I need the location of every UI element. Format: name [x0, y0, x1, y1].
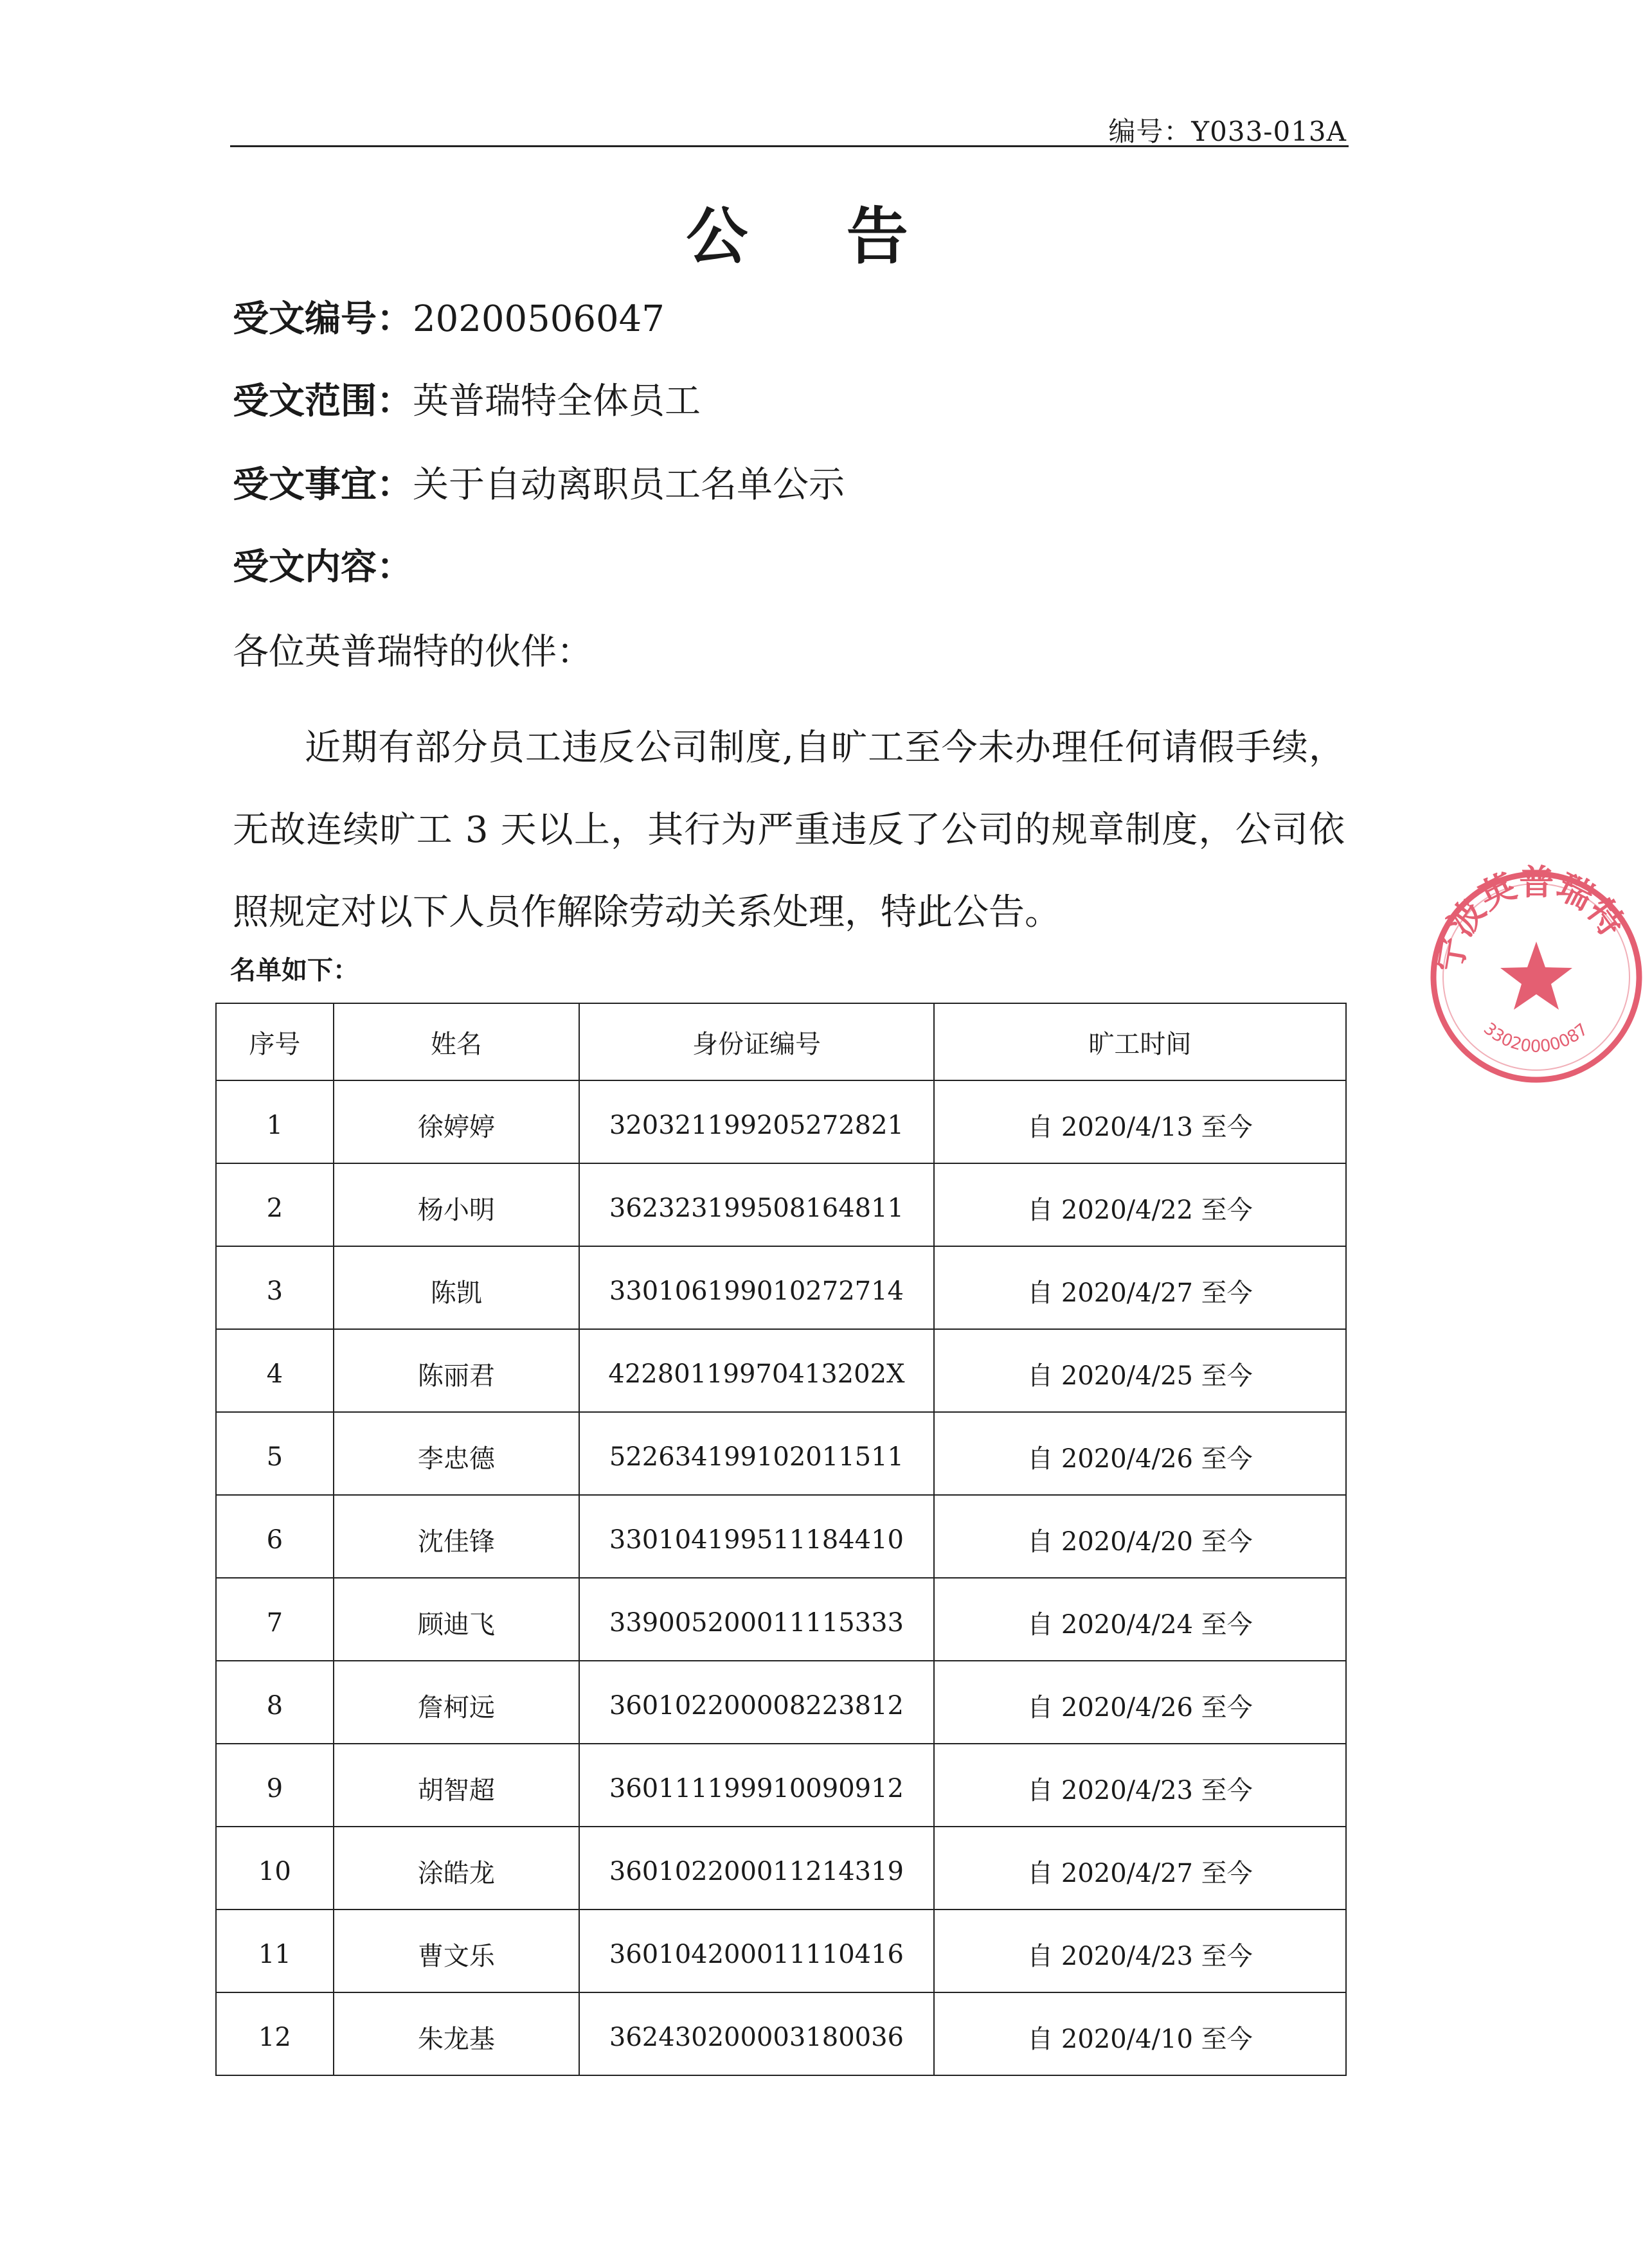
document-number: 编号：Y033-013A — [1108, 116, 1347, 147]
table-header-row — [216, 1003, 1346, 1080]
body-paragraph: 近期有部分员工违反公司制度,自旷工至今未办理任何请假手续，无故连续旷工 3 天以上，其行为严重违反了公司的规章制度，公司依照规定对以下人员作解除劳动关系处理，特此公告。 — [233, 727, 1345, 933]
field-content-label: 受文内容： — [233, 546, 413, 588]
table-row — [216, 1661, 1346, 1744]
table-row — [216, 1246, 1346, 1329]
company-seal — [1421, 861, 1652, 1093]
cell-name: 涂皓龙 — [334, 1827, 579, 1910]
table-row — [216, 1910, 1346, 1992]
cell-name: 曹文乐 — [334, 1910, 579, 1992]
header-name: 姓名 — [334, 1003, 579, 1080]
cell-name: 陈凯 — [334, 1246, 579, 1329]
cell-id-number: 522634199102011511 — [579, 1412, 934, 1495]
cell-absence-time: 自 2020/4/10 至今 — [934, 1992, 1346, 2075]
cell-id-number: 360111199910090912 — [579, 1744, 934, 1827]
cell-name: 陈丽君 — [334, 1329, 579, 1412]
cell-name: 顾迪飞 — [334, 1578, 579, 1661]
table-row — [216, 1744, 1346, 1827]
field-number-label: 受文编号： — [233, 298, 413, 340]
cell-index: 10 — [216, 1827, 334, 1910]
cell-id-number: 360104200011110416 — [579, 1910, 934, 1992]
field-scope — [233, 373, 701, 424]
seal-arc-text: 宁波英普瑞特 — [1428, 861, 1633, 975]
cell-index: 3 — [216, 1246, 334, 1329]
cell-absence-time: 自 2020/4/25 至今 — [934, 1329, 1346, 1412]
cell-name: 徐婷婷 — [334, 1080, 579, 1163]
field-number-value: 20200506047 — [413, 298, 665, 340]
cell-id-number: 330106199010272714 — [579, 1246, 934, 1329]
table-row — [216, 1412, 1346, 1495]
cell-absence-time: 自 2020/4/24 至今 — [934, 1578, 1346, 1661]
cell-index: 12 — [216, 1992, 334, 2075]
cell-index: 7 — [216, 1578, 334, 1661]
cell-name: 沈佳锋 — [334, 1495, 579, 1578]
field-matter-value: 关于自动离职员工名单公示 — [413, 464, 845, 506]
cell-id-number: 362323199508164811 — [579, 1163, 934, 1246]
header-rule — [230, 145, 1349, 147]
cell-index: 8 — [216, 1661, 334, 1744]
cell-absence-time: 自 2020/4/22 至今 — [934, 1163, 1346, 1246]
table-row — [216, 1080, 1346, 1163]
header-absence-time: 旷工时间 — [934, 1003, 1346, 1080]
cell-index: 4 — [216, 1329, 334, 1412]
table-row — [216, 1578, 1346, 1661]
cell-absence-time: 自 2020/4/13 至今 — [934, 1080, 1346, 1163]
cell-index: 2 — [216, 1163, 334, 1246]
table-row — [216, 1495, 1346, 1578]
cell-id-number: 362430200003180036 — [579, 1992, 934, 2075]
field-content — [233, 539, 413, 590]
cell-index: 6 — [216, 1495, 334, 1578]
cell-id-number: 360102200011214319 — [579, 1827, 934, 1910]
cell-absence-time: 自 2020/4/27 至今 — [934, 1246, 1346, 1329]
cell-index: 11 — [216, 1910, 334, 1992]
field-matter-label: 受文事宜： — [233, 463, 413, 506]
cell-id-number: 360102200008223812 — [579, 1661, 934, 1744]
table-row — [216, 1329, 1346, 1412]
cell-id-number: 330104199511184410 — [579, 1495, 934, 1578]
field-number — [233, 291, 665, 342]
field-scope-label: 受文范围： — [233, 380, 413, 422]
cell-absence-time: 自 2020/4/27 至今 — [934, 1827, 1346, 1910]
cell-name: 杨小明 — [334, 1163, 579, 1246]
cell-absence-time: 自 2020/4/23 至今 — [934, 1910, 1346, 1992]
table-row — [216, 1827, 1346, 1910]
cell-id-number: 42280119970413202X — [579, 1329, 934, 1412]
header-id-number: 身份证编号 — [579, 1003, 934, 1080]
cell-name: 詹柯远 — [334, 1661, 579, 1744]
greeting: 各位英普瑞特的伙伴： — [233, 631, 593, 673]
cell-index: 9 — [216, 1744, 334, 1827]
cell-id-number: 320321199205272821 — [579, 1080, 934, 1163]
table-row — [216, 1163, 1346, 1246]
cell-absence-time: 自 2020/4/23 至今 — [934, 1744, 1346, 1827]
field-matter — [233, 456, 845, 508]
cell-name: 胡智超 — [334, 1744, 579, 1827]
page-title: 公 告 — [686, 200, 947, 273]
cell-index: 5 — [216, 1412, 334, 1495]
cell-absence-time: 自 2020/4/26 至今 — [934, 1661, 1346, 1744]
cell-id-number: 339005200011115333 — [579, 1578, 934, 1661]
seal-number: 33020000087 — [1479, 1019, 1592, 1057]
list-label: 名单如下： — [230, 955, 359, 985]
cell-absence-time: 自 2020/4/20 至今 — [934, 1495, 1346, 1578]
seal-star-icon — [1500, 942, 1572, 1010]
field-scope-value: 英普瑞特全体员工 — [413, 380, 701, 422]
table-row — [216, 1992, 1346, 2075]
cell-name: 朱龙基 — [334, 1992, 579, 2075]
cell-absence-time: 自 2020/4/26 至今 — [934, 1412, 1346, 1495]
cell-name: 李忠德 — [334, 1412, 579, 1495]
roster-table — [215, 1003, 1347, 2076]
header-index: 序号 — [216, 1003, 334, 1080]
cell-index: 1 — [216, 1080, 334, 1163]
